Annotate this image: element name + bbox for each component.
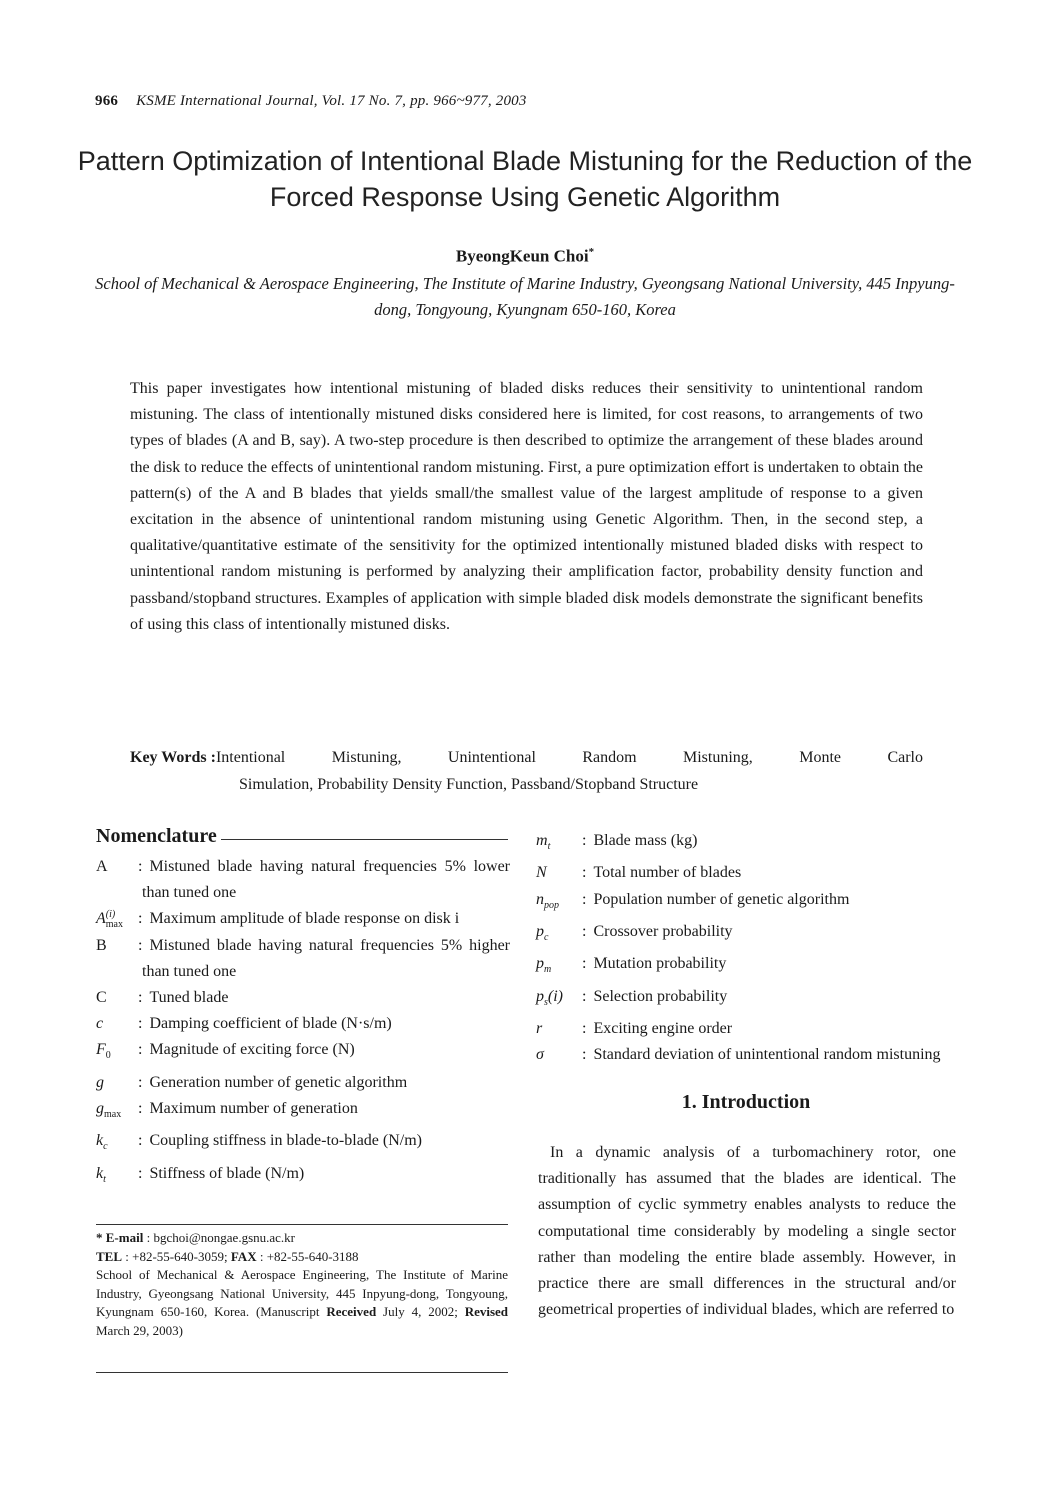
nomenclature-symbol: [96, 1128, 142, 1160]
symbol-base: p: [536, 987, 544, 1005]
symbol-subscript: pop: [544, 899, 559, 911]
nomenclature-description: : Crossover probability: [586, 919, 956, 951]
heading-rule: [221, 839, 508, 840]
symbol-subscript: max: [105, 918, 123, 930]
affiliation: School of Mechanical & Aerospace Engineering, The Institute of Marine Industry, Gyeongsang National University, 445 Inpyung-dong, Tongyoung, Kyungnam 650-160, Korea: [95, 274, 955, 319]
nomenclature-description: : Maximum number of generation: [142, 1096, 510, 1128]
symbol-subscript: 0: [105, 1050, 111, 1062]
nomenclature-symbol: [536, 984, 586, 1016]
nomenclature-item: [96, 1037, 510, 1069]
introduction-text: In a dynamic analysis of a turbomachinery rotor, one traditionally has assumed that the blades are identical. The assumption of cyclic symmetry enables analysts to reduce the computational time considerably by modeling a single sector rather than modeling the entire blade assembly. However, in practice there are small differences in the structural and/or geometrical properties of individual blades, which are referred to: [538, 1144, 956, 1319]
keywords-line-1: [130, 744, 923, 771]
symbol-base: B: [96, 936, 107, 954]
nomenclature-description: : Exciting engine order: [586, 1016, 956, 1042]
nomenclature-description: : Tuned blade: [142, 985, 510, 1011]
nomenclature-item: [96, 1011, 510, 1037]
received-label: Received: [326, 1304, 377, 1320]
paper-title: Pattern Optimization of Intentional Blade Mistuning for the Reduction of the Forced Response Using Genetic Algorithm: [77, 146, 973, 212]
email-address: bgchoi@nongae.gsnu.ac.kr: [153, 1230, 296, 1245]
abstract: This paper investigates how intentional mistuning of bladed disks reduces their sensitivity to unintentional random mistuning. The class of intentionally mistuned disks considered here is limited, for cost reasons, to arrangements of two types of blades (A and B, say). A two-step procedure is then described to optimize the arrangement of these blades around the disk to reduce the effects of unintentional random mistuning. First, a pure optimization effort is undertaken to obtain the pattern(s) of the A and B blades that yields small/the smallest value of the largest amplitude of response to a given excitation in the absence of unintentional random mistuning using Genetic Algorithm. Then, in the second step, a qualitative/quantitative estimate of the sensitivity for the optimized intentionally mistuned bladed disks with respect to unintentional random mistuning is performed by analyzing their amplification factor, probability density function and passband/stopband structures. Examples of application with simple bladed disk models demonstrate the significant benefits of using this class of intentionally mistuned disks.: [130, 380, 923, 633]
symbol-base: g: [96, 1073, 104, 1091]
nomenclature-description: : Maximum amplitude of blade response on disk i: [142, 906, 510, 932]
symbol-subscript: t: [103, 1173, 106, 1185]
nomenclature-symbol: [96, 854, 142, 906]
nomenclature-symbol: [536, 919, 586, 951]
nomenclature-right-column: [536, 828, 956, 1069]
nomenclature-item: [536, 1042, 956, 1068]
nomenclature-symbol: [536, 828, 586, 860]
nomenclature-symbol: [536, 1042, 586, 1068]
nomenclature-description: : Blade mass (kg): [586, 828, 956, 860]
symbol-subscript: t: [547, 841, 551, 853]
footnote-end-rule: [96, 1372, 508, 1373]
nomenclature-left-column: [96, 854, 510, 1193]
symbol-base: F: [96, 1041, 106, 1059]
nomenclature-item: [536, 887, 956, 919]
symbol-base: N: [536, 864, 547, 882]
symbol-subscript: c: [544, 932, 549, 944]
keyword-word: Monte: [799, 749, 842, 766]
symbol-base: c: [96, 1015, 104, 1033]
footnote-mark: *: [96, 1230, 103, 1245]
symbol-subscript: max: [104, 1109, 122, 1121]
nomenclature-item: [536, 828, 956, 860]
symbol-base: m: [536, 832, 548, 849]
keywords-label: Key Words :: [130, 749, 216, 766]
nomenclature-symbol: [96, 906, 142, 932]
nomenclature-symbol: [96, 933, 142, 985]
author-footnote-mark: *: [588, 246, 595, 258]
symbol-base: n: [536, 890, 544, 908]
nomenclature-description: : Stiffness of blade (N/m): [142, 1161, 510, 1193]
nomenclature-description: : Mistuned blade having natural frequencies 5% higher than tuned one: [142, 933, 510, 985]
symbol-subscript: m: [544, 964, 552, 976]
received-date: July 4, 2002;: [383, 1304, 458, 1320]
nomenclature-description: : Selection probability: [586, 984, 956, 1016]
email-label: E-mail: [105, 1230, 144, 1245]
nomenclature-description: : Damping coefficient of blade (N·s/m): [142, 1011, 510, 1037]
page-number: 966: [95, 93, 119, 109]
keyword-word: Random: [582, 749, 637, 766]
keywords-line-2: Simulation, Probability Density Function, Passband/Stopband Structure: [239, 776, 699, 793]
nomenclature-description: : Mutation probability: [586, 951, 956, 983]
symbol-base: k: [96, 1132, 104, 1150]
nomenclature-title: Nomenclature: [96, 825, 217, 847]
nomenclature-description: : Mistuned blade having natural frequencies 5% lower than tuned one: [142, 854, 510, 906]
symbol-subscript: c: [103, 1141, 108, 1153]
symbol-superscript: (i): [105, 908, 116, 920]
keyword-word: Mistuning,: [331, 749, 402, 766]
keyword-word: Unintentional: [447, 749, 536, 766]
nomenclature-item: [96, 1161, 510, 1193]
nomenclature-item: [96, 1128, 510, 1160]
revised-label: Revised: [464, 1304, 509, 1320]
nomenclature-item: [536, 860, 956, 886]
author-name: ByeongKeun Choi: [455, 246, 589, 266]
symbol-base: g: [96, 1100, 104, 1118]
nomenclature-item: [536, 951, 956, 983]
journal-citation: KSME International Journal, Vol. 17 No. 7, pp. 966~977, 2003: [136, 93, 527, 109]
symbol-base: σ: [536, 1046, 544, 1064]
nomenclature-symbol: [96, 1161, 142, 1193]
nomenclature-item: [96, 906, 510, 932]
nomenclature-symbol: [96, 1037, 142, 1069]
nomenclature-symbol: [536, 951, 586, 983]
author: [0, 246, 1050, 267]
symbol-base: k: [96, 1164, 104, 1182]
fax-label: FAX: [230, 1248, 257, 1264]
fax-number: +82-55-640-3188: [266, 1248, 359, 1264]
nomenclature-description: : Coupling stiffness in blade-to-blade (N/m): [142, 1128, 510, 1160]
symbol-base: p: [536, 955, 544, 973]
nomenclature-symbol: [96, 1011, 142, 1037]
keywords: [130, 744, 923, 798]
nomenclature-item: [96, 854, 510, 906]
symbol-base: C: [96, 989, 107, 1007]
nomenclature-heading: [96, 825, 508, 848]
nomenclature-item: [96, 985, 510, 1011]
nomenclature-symbol: [536, 860, 586, 886]
nomenclature-symbol: [96, 985, 142, 1011]
nomenclature-description: : Population number of genetic algorithm: [586, 887, 956, 919]
symbol-base: A: [96, 858, 108, 875]
nomenclature-symbol: [536, 1016, 586, 1042]
running-head: [95, 93, 527, 110]
nomenclature-description: : Total number of blades: [586, 860, 956, 886]
symbol-base: A: [96, 910, 106, 928]
nomenclature-item: [96, 1096, 510, 1128]
tel-label: TEL: [96, 1248, 123, 1264]
keyword-word: Mistuning,: [683, 749, 753, 766]
nomenclature-symbol: [536, 887, 586, 919]
revised-date: March 29, 2003): [96, 1322, 184, 1338]
nomenclature-description: : Standard deviation of unintentional random mistuning: [586, 1042, 956, 1068]
symbol-base: r: [536, 1020, 543, 1038]
author-footnote: * E-mail : bgchoi@nongae.gsnu.ac.kr TEL : +82-55-640-3059; FAX : +82-55-640-3188 School of Mechanical & Aerospace Engineering, The Institute of Marine Industry, Gyeongsang National University, 445 Inpyung-dong, Tongyoung, Kyungnam 650-160, Korea. (Manuscript Received July 4, 2002; Revised March 29, 2003): [96, 1224, 508, 1341]
introduction-heading: 1. Introduction: [681, 1091, 811, 1113]
nomenclature-item: [536, 919, 956, 951]
nomenclature-description: : Magnitude of exciting force (N): [142, 1037, 510, 1069]
nomenclature-item: [536, 984, 956, 1016]
nomenclature-symbol: [96, 1070, 142, 1096]
symbol-base: p: [536, 922, 544, 940]
nomenclature-item: [536, 1016, 956, 1042]
keyword-word: Carlo: [887, 749, 923, 766]
postal-address: School of Mechanical & Aerospace Engineering, The Institute of Marine Industry, Gyeongsang National University, 445 Inpyung-dong, Tongyoung, Kyungnam 650-160, Korea. (Manuscript: [96, 1267, 508, 1320]
nomenclature-item: [96, 1070, 510, 1096]
symbol-subscript: s: [544, 996, 548, 1008]
symbol-suffix: (i): [547, 987, 564, 1005]
nomenclature-symbol: [96, 1096, 142, 1128]
nomenclature-description: : Generation number of genetic algorithm: [142, 1070, 510, 1096]
tel-number: +82-55-640-3059;: [132, 1248, 228, 1264]
keyword-word: Intentional: [215, 749, 286, 766]
nomenclature-item: [96, 933, 510, 985]
